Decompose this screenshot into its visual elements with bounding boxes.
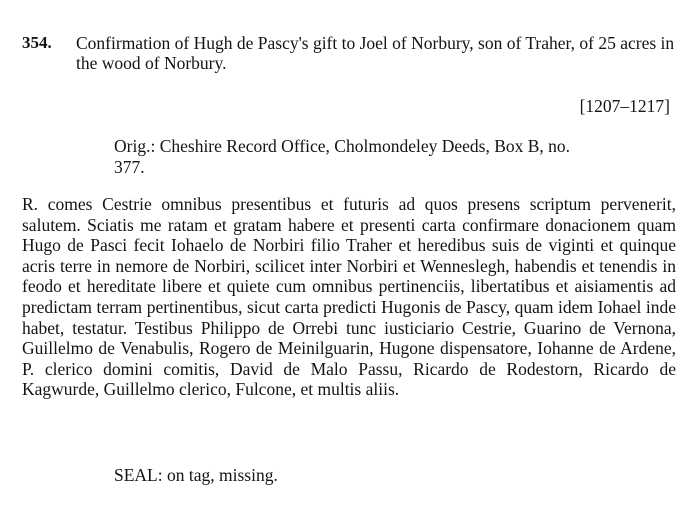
source-reference: Orig.: Cheshire Record Office, Cholmondeley Deeds, Box B, no. 377. (114, 136, 571, 177)
charter-text: R. comes Cestrie omnibus presentibus et futuris ad quos presens scriptum pervenerit, salutem. Sciatis me ratam et gratam habere et presenti carta confirmare donacionem quam Hugo de Pasci fecit Iohaelo de Norbiri filio Traher et heredibus suis de viginti et quinque acris terre in nemore de Norbiri, scilicet inter Norbiri et Wenneslegh, habendis et tenendis in feodo et hereditate libere et quiete cum omnibus pertinenciis, libertatibus et aisiamentis ad predictam terram pertinentibus, sicut carta predicti Hugonis de Pascy, quam idem Iohael inde habet, testatur. Testibus Philippo de Orrebi tunc iusticiario Cestrie, Guarino de Vernona, Guillelmo de Venabulis, Rogero de Meinilguarin, Hugone dispensatore, Iohanne de Ardene, P. clerico domini comitis, David de Malo Passu, Ricardo de Rodestorn, Ricardo de Kagwurde, Guillelmo clerico, Fulcone, et multis aliis. (22, 194, 676, 400)
entry-title: Confirmation of Hugh de Pascy's gift to Joel of Norbury, son of Traher, of 25 acres in the wood of Norbury. (76, 33, 675, 73)
seal-note: SEAL: on tag, missing. (114, 465, 278, 485)
entry-date: [1207–1217] (579, 96, 670, 116)
entry-number: 354. (22, 33, 52, 52)
